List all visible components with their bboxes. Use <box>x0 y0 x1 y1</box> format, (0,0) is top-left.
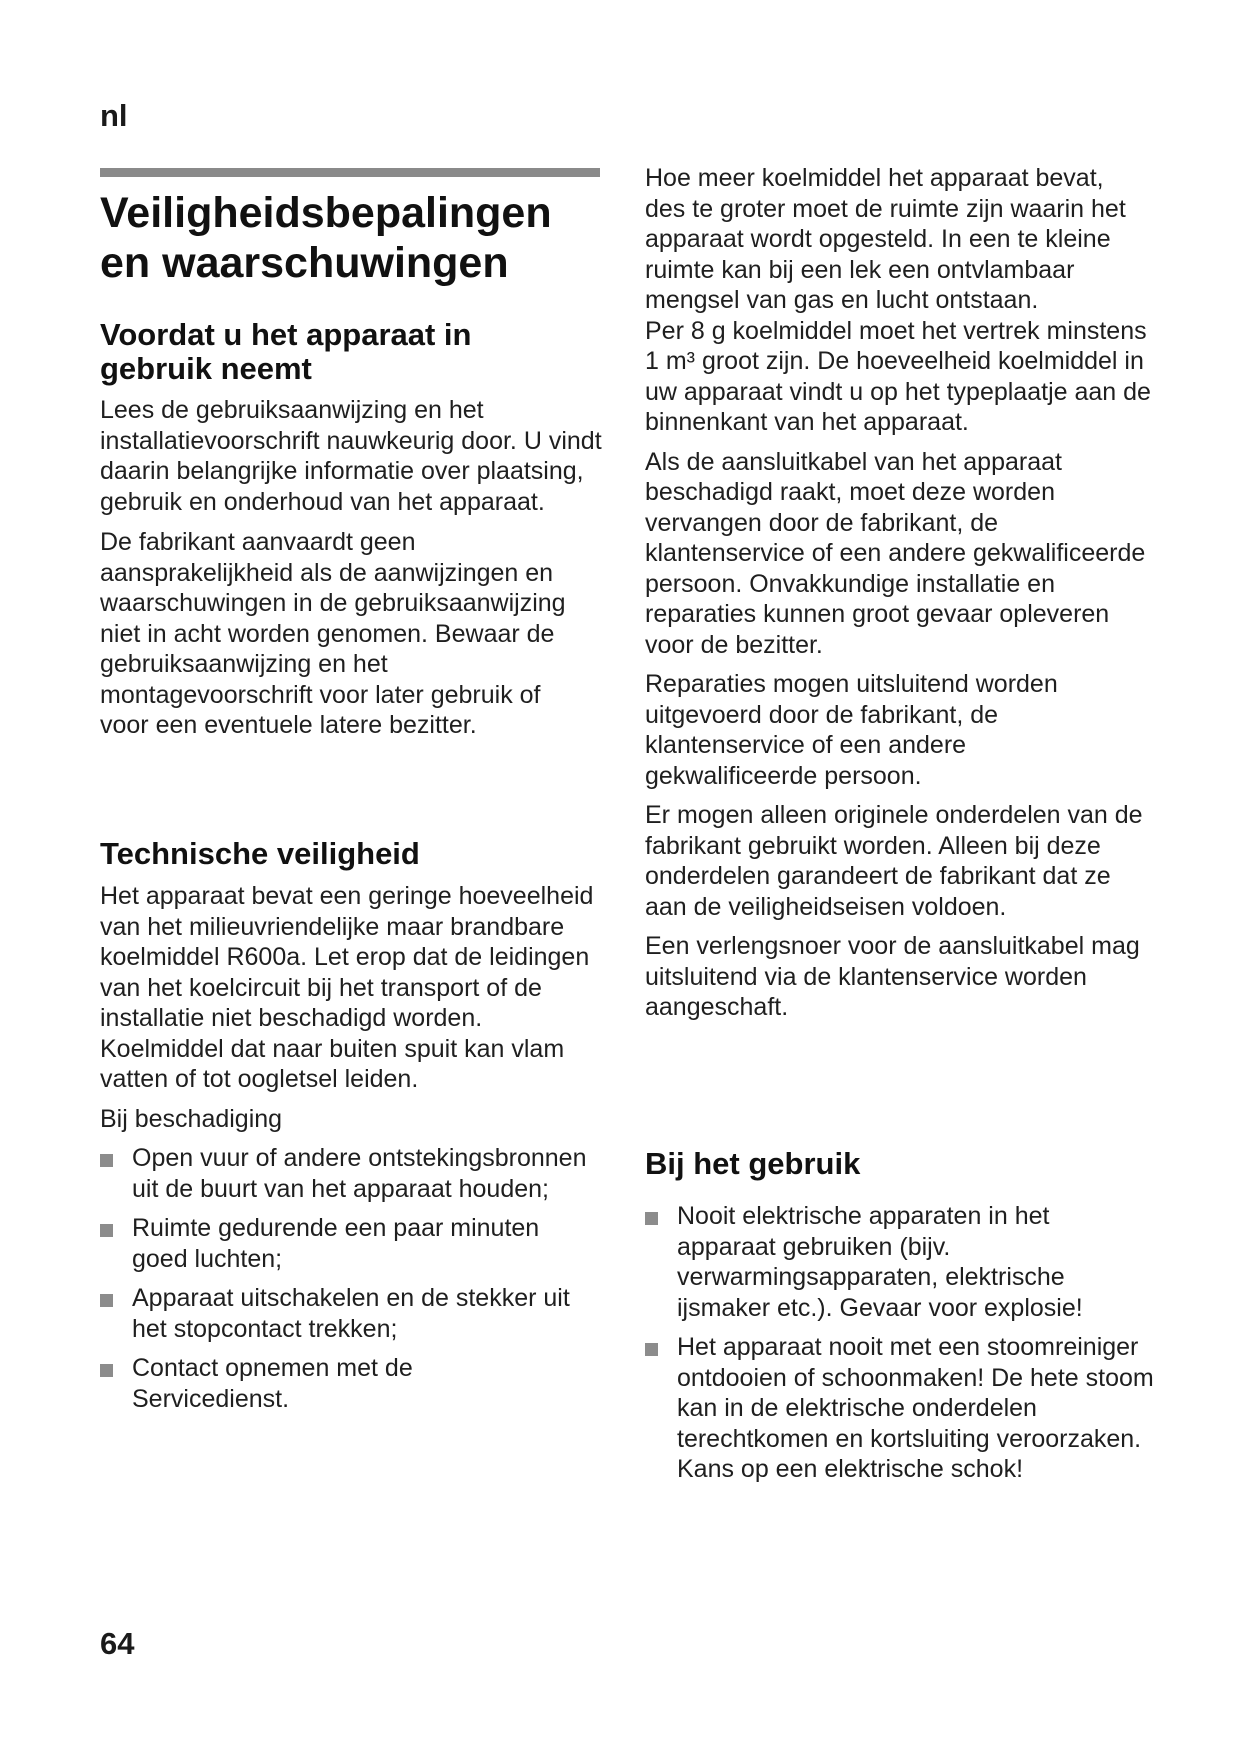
section-technical-safety <box>100 837 620 1414</box>
paragraph: Als de aansluitkabel van het apparaat beschadigd raakt, moet deze worden vervangen door de fabrikant, de klantenservice of een andere gekwalificeerde persoon. Onvakkundige installatie en reparaties kunnen groot gevaar opleveren voor de bezitter. <box>645 447 1146 659</box>
paragraph: Hoe meer koelmiddel het apparaat bevat, des te groter moet de ruimte zijn waarin het apparaat wordt opgesteld. In een te kleine ruimte kan bij een lek een ontvlambaar mengsel van gas en lucht ontstaan. <box>645 164 1126 314</box>
right-column <box>645 163 1165 1023</box>
paragraph: Het apparaat bevat een geringe hoeveelheid van het milieuvriendelijke maar brandbare koelmiddel R600a. Let erop dat de leidingen van het koelcircuit bij het transport of de installatie niet beschadigd worden. Koelmiddel dat naar buiten spuit kan vlam vatten of tot oogletsel leiden. <box>100 882 594 1093</box>
square-bullet-icon <box>645 1343 658 1356</box>
paragraph: Er mogen alleen originele onderdelen van de fabrikant gebruikt worden. Alleen bij deze onderdelen garandeert de fabrikant dat ze aan de veiligheidseisen voldoen. <box>645 801 1143 921</box>
square-bullet-icon <box>100 1154 113 1167</box>
section-heading-before-use: Voordat u het apparaat in gebruik neemt <box>100 317 472 386</box>
section-heading-in-use: Bij het gebruik <box>645 1146 861 1181</box>
language-code: nl <box>100 98 128 133</box>
paragraph: Per 8 g koelmiddel moet het vertrek minstens 1 m³ groot zijn. De hoeveelheid koelmiddel in uw apparaat vindt u op het typeplaatje aan de binnenkant van het apparaat. <box>645 316 1151 436</box>
list-item: Ruimte gedurende een paar minuten goed luchten; <box>100 1213 595 1274</box>
section-heading-technical-safety: Technische veiligheid <box>100 836 420 871</box>
square-bullet-icon <box>100 1364 113 1377</box>
list-item: Nooit elektrische apparaten in het apparaat gebruiken (bijv. verwarmingsapparaten, elektrische ijsmaker etc.). Gevaar voor explosie! <box>645 1201 1155 1323</box>
list-item: Open vuur of andere ontstekingsbronnen uit de buurt van het apparaat houden; <box>100 1143 595 1204</box>
paragraph: Een verlengsnoer voor de aansluitkabel mag uitsluitend via de klantenservice worden aangeschaft. <box>645 932 1140 1021</box>
list-item: Contact opnemen met de Servicedienst. <box>100 1353 432 1414</box>
paragraph: Bij beschadiging <box>100 1104 283 1133</box>
list-item: Apparaat uitschakelen en de stekker uit het stopcontact trekken; <box>100 1283 595 1344</box>
use-bullet-list <box>645 1201 1155 1485</box>
list-item: Het apparaat nooit met een stoomreiniger ontdooien of schoonmaken! De hete stoom kan in de elektrische onderdelen terechtkomen en kortsluiting veroorzaken. Kans op een elektrische schok! <box>645 1332 1155 1485</box>
paragraph: Lees de gebruiksaanwijzing en het installatievoorschrift nauwkeurig door. U vindt daarin belangrijke informatie over plaatsing, gebruik en onderhoud van het apparaat. <box>100 396 602 516</box>
square-bullet-icon <box>100 1294 113 1307</box>
paragraph: Reparaties mogen uitsluitend worden uitgevoerd door de fabrikant, de klantenservice of een andere gekwalificeerde persoon. <box>645 670 1058 790</box>
paragraph: De fabrikant aanvaardt geen aansprakelijkheid als de aanwijzingen en waarschuwingen in de gebruiksaanwijzing niet in acht worden genomen. Bewaar de gebruiksaanwijzing en het montagevoorschrift voor later gebruik of voor een eventuele latere bezitter. <box>100 528 566 739</box>
section-in-use <box>645 1147 1165 1485</box>
damage-bullet-list <box>100 1143 595 1414</box>
square-bullet-icon <box>100 1224 113 1237</box>
page-number: 64 <box>100 1626 135 1661</box>
title-rule <box>100 168 600 177</box>
square-bullet-icon <box>645 1212 658 1225</box>
section-before-use <box>100 318 620 741</box>
page-title: Veiligheidsbepalingen en waarschuwingen <box>100 189 552 287</box>
